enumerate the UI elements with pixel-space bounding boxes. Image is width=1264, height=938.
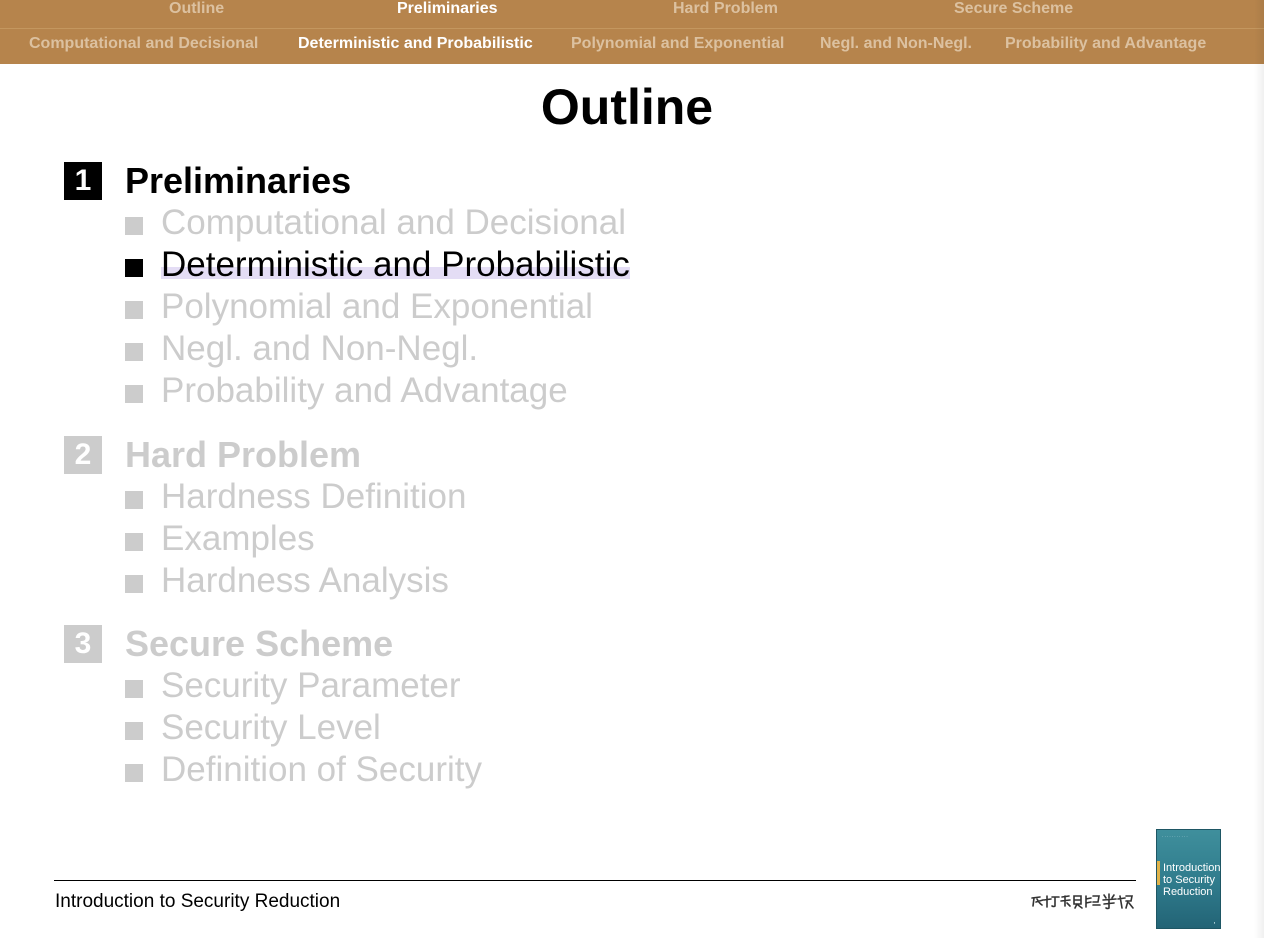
square-bullet-icon: [125, 575, 143, 593]
book-authors-text: · · · · · · · · · · ·: [1162, 834, 1188, 839]
nav-subsection-computational[interactable]: Computational and Decisional: [29, 35, 259, 52]
nav-subsection-polynomial[interactable]: Polynomial and Exponential: [571, 35, 785, 52]
section-number-badge: 2: [64, 436, 102, 474]
subsection-label: Computational and Decisional: [161, 203, 626, 242]
book-cover-stripe: [1157, 861, 1160, 885]
subsection-nav-row: [0, 29, 1264, 64]
square-bullet-icon: [125, 680, 143, 698]
square-bullet-icon: [125, 722, 143, 740]
subsection-label: Probability and Advantage: [161, 371, 568, 410]
square-bullet-icon: [125, 259, 143, 277]
nav-subsection-deterministic[interactable]: Deterministic and Probabilistic: [298, 35, 533, 52]
slide-title: Outline: [540, 79, 714, 135]
square-bullet-icon: [125, 217, 143, 235]
subsection-label: Definition of Security: [161, 750, 482, 789]
header-navigation: [0, 0, 1264, 64]
calligraphy-logo-icon: [1030, 890, 1134, 912]
nav-subsection-negligible[interactable]: Negl. and Non-Negl.: [820, 35, 972, 52]
subsection-label: Security Level: [161, 708, 381, 747]
square-bullet-icon: [125, 764, 143, 782]
page-edge-shadow: [1254, 0, 1264, 938]
subsection-label: Hardness Analysis: [161, 561, 449, 600]
nav-section-hard-problem[interactable]: Hard Problem: [673, 0, 778, 17]
nav-section-preliminaries[interactable]: Preliminaries: [397, 0, 498, 17]
square-bullet-icon: [125, 385, 143, 403]
subsection-label: Negl. and Non-Negl.: [161, 329, 479, 368]
section-title: Preliminaries: [125, 160, 352, 201]
publisher-logo-icon: ◐: [1213, 920, 1216, 925]
subsection-label: Hardness Definition: [161, 477, 467, 516]
subsection-label: Polynomial and Exponential: [161, 287, 593, 326]
nav-section-outline[interactable]: Outline: [169, 0, 225, 17]
footer-title: Introduction to Security Reduction: [55, 891, 341, 912]
footer-divider: [54, 880, 1136, 881]
nav-subsection-probability[interactable]: Probability and Advantage: [1005, 35, 1207, 52]
section-nav-row: [0, 0, 1264, 29]
square-bullet-icon: [125, 533, 143, 551]
subsection-label: Security Parameter: [161, 666, 461, 705]
subsection-label: Deterministic and Probabilistic: [161, 245, 630, 284]
section-title: Hard Problem: [125, 434, 362, 475]
section-number-badge: 1: [64, 162, 102, 200]
subsection-label: Examples: [161, 519, 315, 558]
square-bullet-icon: [125, 301, 143, 319]
section-title: Secure Scheme: [125, 623, 394, 664]
square-bullet-icon: [125, 491, 143, 509]
section-number-badge: 3: [64, 625, 102, 663]
book-cover-image: [1156, 829, 1221, 929]
nav-section-secure-scheme[interactable]: Secure Scheme: [954, 0, 1074, 17]
square-bullet-icon: [125, 343, 143, 361]
book-cover-title: Introduction to Security Reduction: [1163, 862, 1221, 898]
